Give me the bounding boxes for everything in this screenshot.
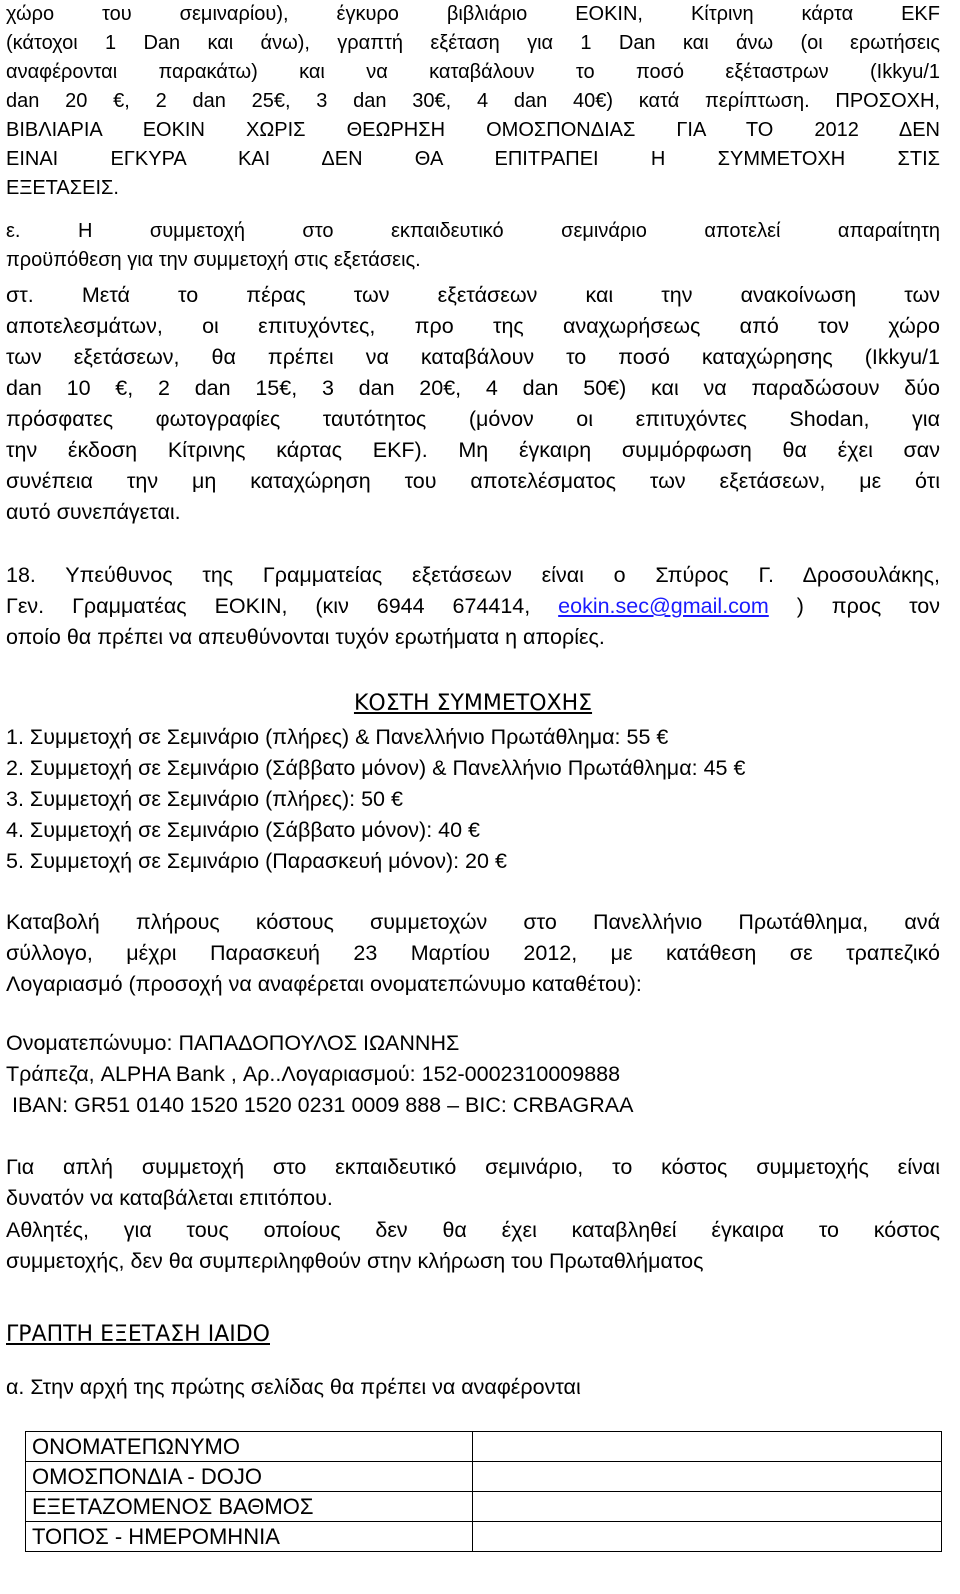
text-line: ΒΙΒΛΙΑΡΙΑ ΕΟΚΙΝ ΧΩΡΙΣ ΘΕΩΡΗΣΗ ΟΜΟΣΠΟΝΔΙΑΣ ΓΙΑ ΤΟ 2012 ΔΕΝ: [6, 119, 940, 141]
email-link[interactable]: eokin.sec@gmail.com: [558, 594, 769, 618]
exam-requirements-paragraph: [6, 0, 940, 203]
text-fragment: ) προς τον: [768, 594, 940, 618]
payment-paragraph: [6, 907, 940, 1000]
text-line: προϋπόθεση για την συμμετοχή στις εξετάσεις.: [6, 249, 421, 271]
table-cell-label: ΟΜΟΣΠΟΝΔΙΑ - DOJO: [26, 1462, 473, 1492]
text-line: πρόσφατες φωτογραφίες ταυτότητος (μόνον οι επιτυχόντες Shodan, για: [6, 407, 940, 431]
cost-title: ΚΟΣΤΗ ΣΥΜΜΕΤΟΧΗΣ: [353, 691, 593, 716]
secretary-paragraph: [6, 560, 940, 653]
list-item: 3. Συμμετοχή σε Σεμινάριο (πλήρες): 50 €: [6, 787, 403, 811]
list-item: 1. Συμμετοχή σε Σεμινάριο (πλήρες) & Πανελλήνιο Πρωτάθλημα: 55 €: [6, 725, 669, 749]
seminar-prerequisite-paragraph: [6, 217, 940, 275]
exam-header-table: [25, 1431, 942, 1552]
text-line: Λογαριασμό (προσοχή να αναφέρεται ονοματεπώνυμο καταθέτου):: [6, 972, 642, 996]
text-line: dan 20 €, 2 dan 25€, 3 dan 30€, 4 dan 40€) κατά περίπτωση. ΠΡΟΣΟΧΗ,: [6, 90, 940, 112]
text-line: 18. Υπεύθυνος της Γραμματείας εξετάσεων είναι ο Σπύρος Γ. Δροσουλάκης,: [6, 563, 940, 587]
text-line: σύλλογο, μέχρι Παρασκευή 23 Μαρτίου 2012, με κατάθεση σε τραπεζικό: [6, 941, 940, 965]
iban-bic: IBAN: GR51 0140 1520 1520 0231 0009 888 – BIC: CRBAGRAA: [6, 1093, 634, 1117]
text-line: dan 10 €, 2 dan 15€, 3 dan 20€, 4 dan 50€) και να παραδώσουν δύο: [6, 376, 940, 400]
list-item: 4. Συμμετοχή σε Σεμινάριο (Σάββατο μόνον): 40 €: [6, 818, 480, 842]
table-cell-value: [473, 1462, 942, 1492]
text-line: [6, 591, 940, 622]
table-row: [26, 1432, 942, 1462]
table-cell-label: ΟΝΟΜΑΤΕΠΩΝΥΜΟ: [26, 1432, 473, 1462]
text-line: Καταβολή πλήρους κόστους συμμετοχών στο Πανελλήνιο Πρωτάθλημα, ανά: [6, 910, 940, 934]
text-line: συμμετοχής, δεν θα συμπεριληφθούν στην κλήρωση του Πρωταθλήματος: [6, 1249, 704, 1273]
text-line: συνέπεια την μη καταχώρηση του αποτελέσματος των εξετάσεων, με ότι: [6, 469, 940, 493]
text-line: αναφέρονται παρακάτω) και να καταβάλουν το ποσό εξέταστρων (Ikkyu/1: [6, 61, 940, 83]
draw-exclusion-note: [6, 1215, 940, 1277]
text-line: ΕΙΝΑΙ ΕΓΚΥΡΑ ΚΑΙ ΔΕΝ ΘΑ ΕΠΙΤΡΑΠΕΙ Η ΣΥΜΜΕΤΟΧΗ ΣΤΙΣ: [6, 148, 940, 170]
text-line: αποτελεσμάτων, οι επιτυχόντες, προ της αναχωρήσεως από τον χώρο: [6, 314, 940, 338]
text-line: ε. Η συμμετοχή στο εκπαιδευτικό σεμινάριο αποτελεί απαραίτητη: [6, 220, 940, 242]
registration-fee-paragraph: [6, 280, 940, 528]
onsite-payment-note: [6, 1152, 940, 1214]
exam-intro: α. Στην αρχή της πρώτης σελίδας θα πρέπει να αναφέρονται: [6, 1375, 581, 1399]
text-line: Αθλητές, για τους οποίους δεν θα έχει καταβληθεί έγκαιρα το κόστος: [6, 1218, 940, 1242]
text-line: ΕΞΕΤΑΣΕΙΣ.: [6, 177, 119, 199]
table-row: [26, 1462, 942, 1492]
table-cell-label: ΕΞΕΤΑΖΟΜΕΝΟΣ ΒΑΘΜΟΣ: [26, 1492, 473, 1522]
table-cell-label: ΤΟΠΟΣ - ΗΜΕΡΟΜΗΝΙΑ: [26, 1522, 473, 1552]
text-line: την έκδοση Κίτρινης κάρτας EKF). Μη έγκαιρη συμμόρφωση θα έχει σαν: [6, 438, 940, 462]
exam-title: ΓΡΑΠΤΗ ΕΞΕΤΑΣΗ IAIDO: [6, 1322, 270, 1347]
account-holder: Ονοματεπώνυμο: ΠΑΠΑΔΟΠΟΥΛΟΣ ΙΩΑΝΝΗΣ: [6, 1031, 460, 1055]
account-number: Τράπεζα, ALPHA Bank , Αρ..Λογαριασμού: 152-0002310009888: [6, 1062, 621, 1086]
text-line: στ. Μετά το πέρας των εξετάσεων και την ανακοίνωση των: [6, 283, 940, 307]
list-item: 5. Συμμετοχή σε Σεμινάριο (Παρασκευή μόνον): 20 €: [6, 849, 507, 873]
text-line: οποίο θα πρέπει να απευθύνονται τυχόν ερωτήματα η απορίες.: [6, 625, 605, 649]
text-line: δυνατόν να καταβάλεται επιτόπου.: [6, 1186, 333, 1210]
list-item: 2. Συμμετοχή σε Σεμινάριο (Σάββατο μόνον) & Πανελλήνιο Πρωτάθλημα: 45 €: [6, 756, 746, 780]
text-line: Για απλή συμμετοχή στο εκπαιδευτικό σεμινάριο, το κόστος συμμετοχής είναι: [6, 1155, 940, 1179]
text-fragment: Γεν. Γραμματέας ΕΟΚΙΝ, (κιν 6944 674414,: [6, 594, 559, 618]
bank-details: [6, 1028, 940, 1121]
table-cell-value: [473, 1492, 942, 1522]
table-cell-value: [473, 1522, 942, 1552]
text-line: χώρο του σεμιναρίου), έγκυρο βιβλιάριο ΕΟΚΙΝ, Κίτρινη κάρτα EKF: [6, 3, 940, 25]
table-row: [26, 1492, 942, 1522]
text-line: (κάτοχοι 1 Dan και άνω), γραπτή εξέταση για 1 Dan και άνω (οι ερωτήσεις: [6, 32, 940, 54]
text-line: των εξετάσεων, θα πρέπει να καταβάλουν το ποσό καταχώρησης (Ikkyu/1: [6, 345, 940, 369]
table-row: [26, 1522, 942, 1552]
table-cell-value: [473, 1432, 942, 1462]
text-line: αυτό συνεπάγεται.: [6, 500, 181, 524]
cost-list: [6, 722, 940, 877]
